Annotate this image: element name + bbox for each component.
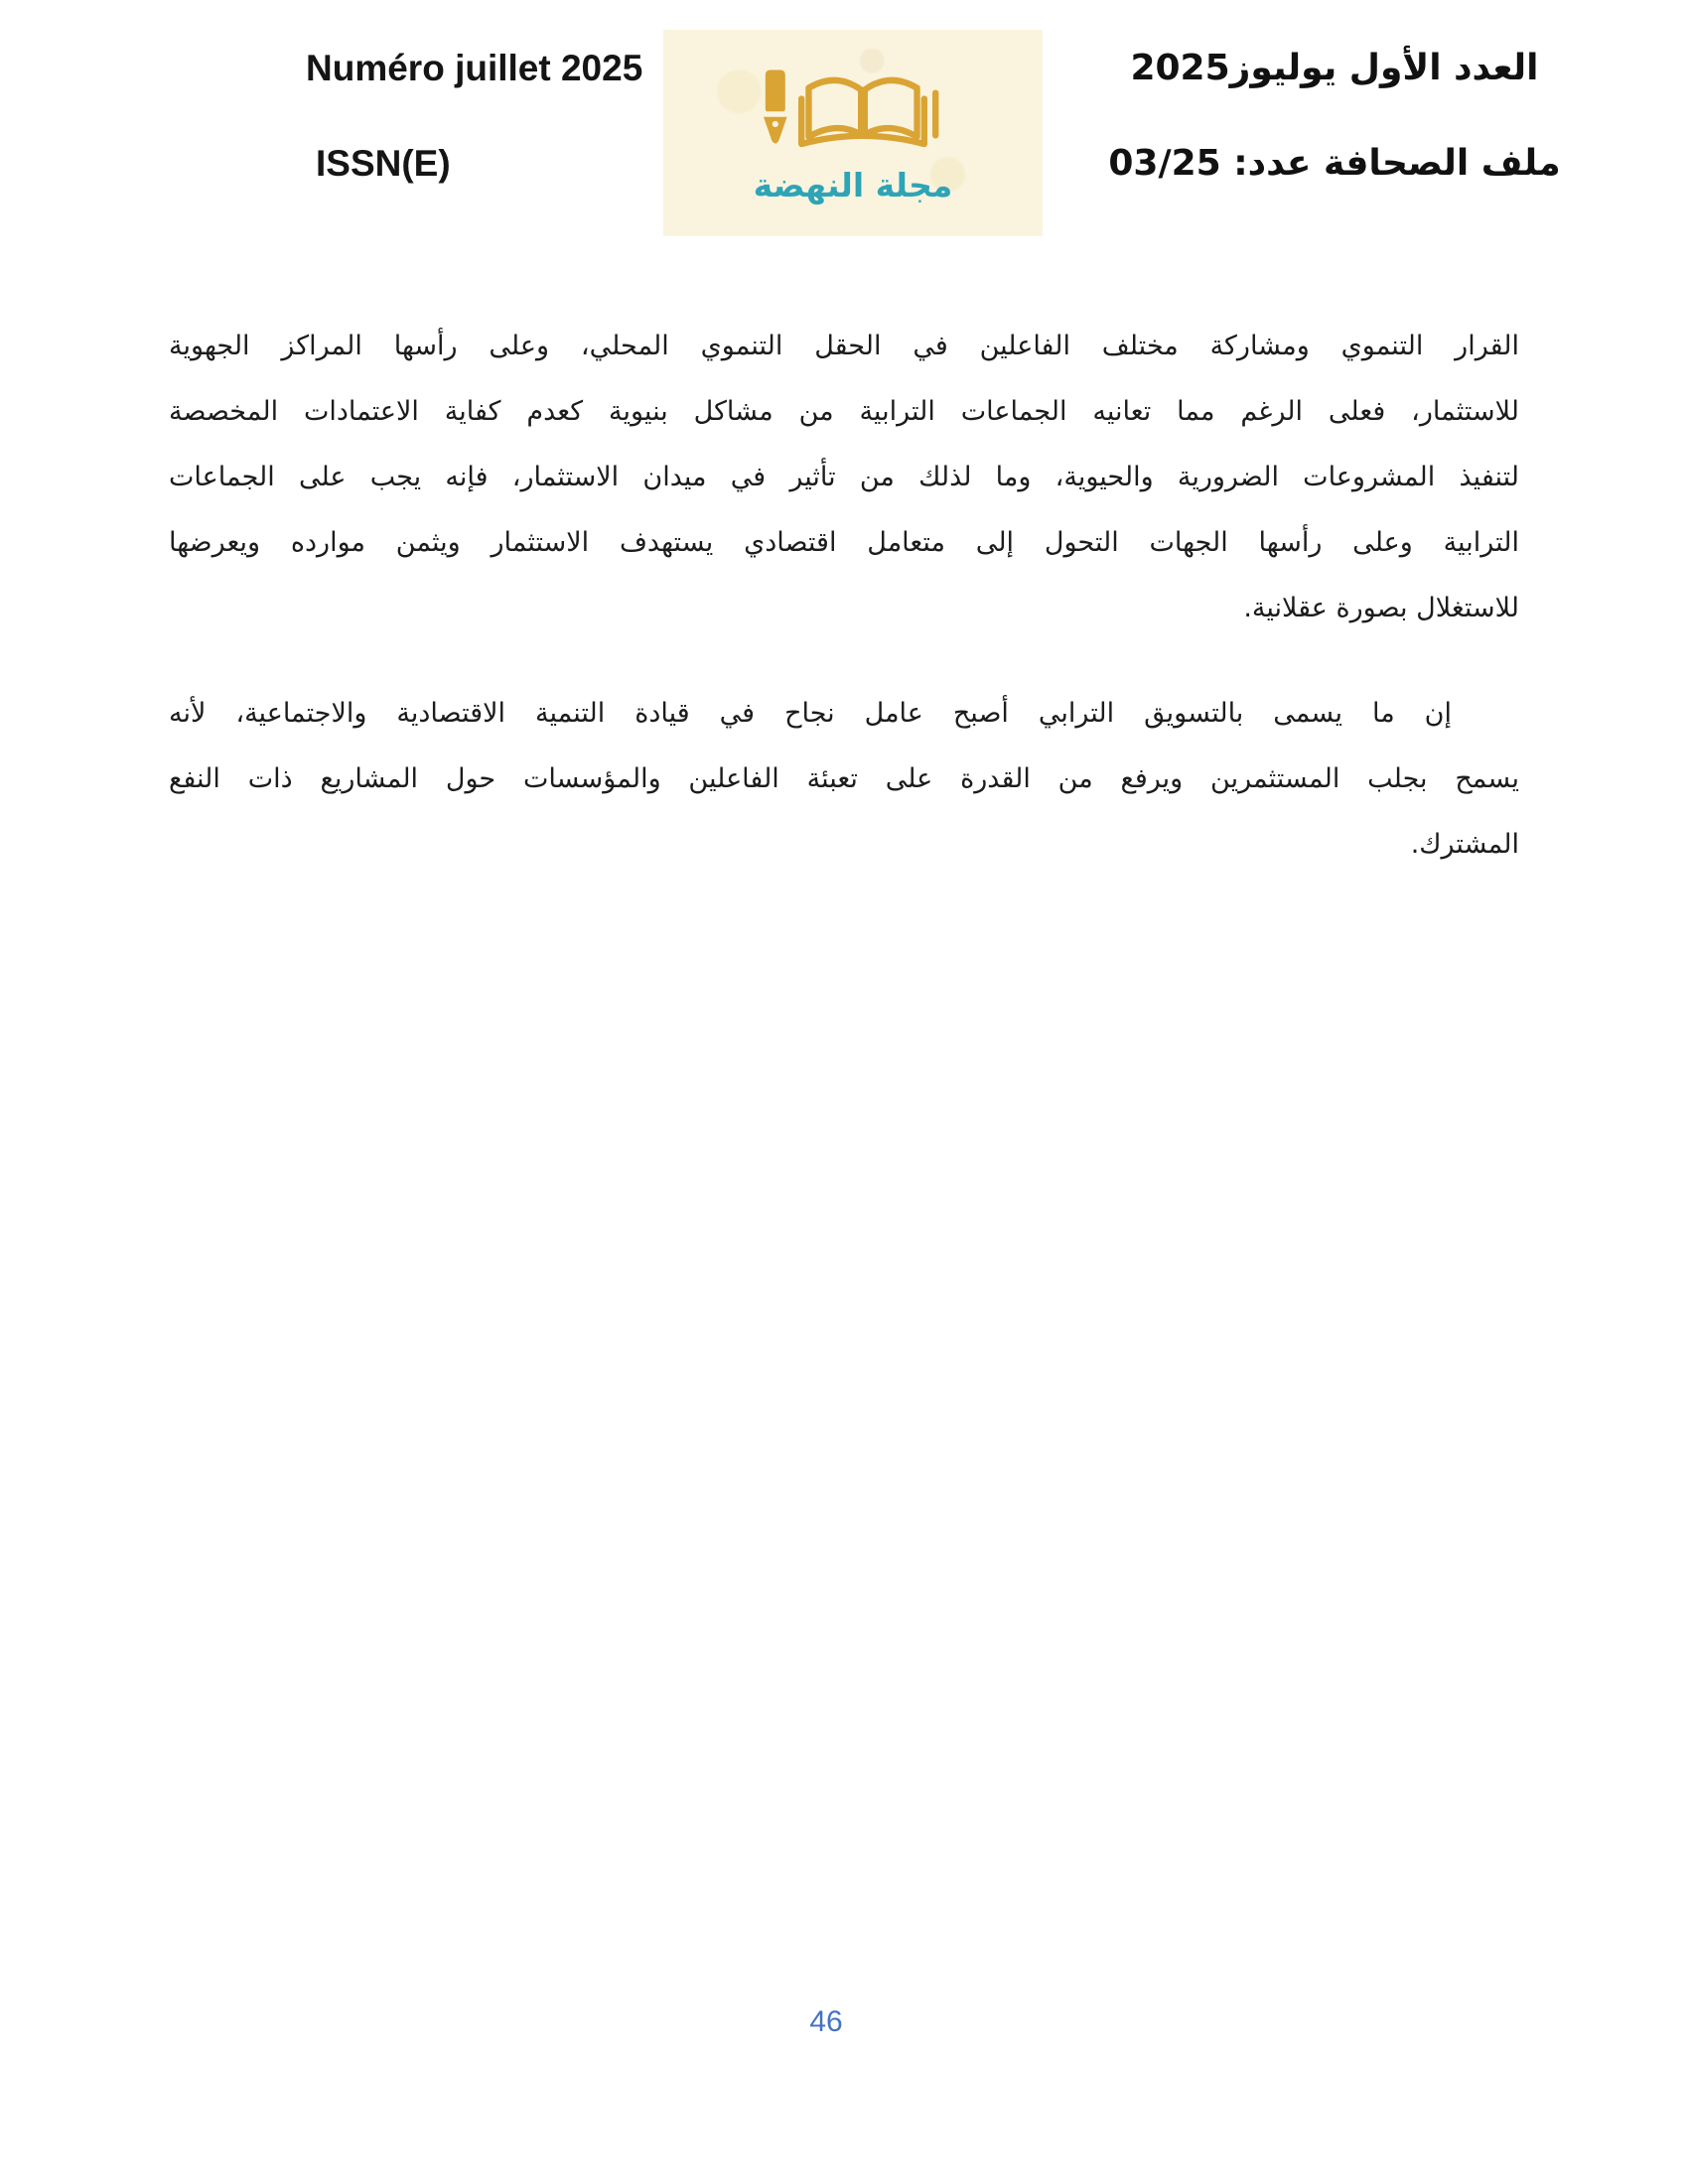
paragraph-2-line-1: إن ما يسمى بالتسويق الترابي أصبح عامل نجاح في قيادة التنمية الاقتصادية والاجتماعية، لأنه [169,698,1452,729]
journal-logo [663,30,1043,236]
open-book-icon [801,79,924,143]
paragraph-1-line-4: الترابية وعلى رأسها الجهات التحول إلى متعامل اقتصادي يستهدف الاستثمار ويثمن موارده ويعرضها [169,527,1519,558]
paragraph-2-line-2: يسمح بجلب المستثمرين ويرفع من القدرة على تعبئة الفاعلين والمؤسسات حول المشاريع ذات النفع [169,763,1519,794]
paragraph-1 [169,314,1519,641]
paragraph-2-line-3: المشترك. [1410,829,1519,860]
book-edge-bar [932,89,938,138]
header-press-file-label: ملف الصحافة عدد: 03/25 [1108,143,1561,184]
article-body [169,314,1519,878]
pen-icon [764,69,787,143]
header-issue-label-fr: Numéro juillet 2025 [306,48,643,88]
header-issue-label-ar: العدد الأول يوليوز2025 [1130,48,1539,88]
header-issn-label: ISSN(E) [316,143,451,184]
paragraph-2 [169,681,1519,878]
page-number: 46 [809,2005,843,2038]
paragraph-1-line-2: للاستثمار، فعلى الرغم مما تعانيه الجماعات الترابية من مشاكل بنيوية كعدم كفاية الاعتمادات المخصصة [169,396,1519,427]
paragraph-1-line-3: لتنفيذ المشروعات الضرورية والحيوية، وما لذلك من تأثير في ميدان الاستثمار، فإنه يجب على الجماعات [169,462,1519,492]
paragraph-1-line-1: القرار التنموي ومشاركة مختلف الفاعلين في الحقل التنموي المحلي، وعلى رأسها المراكز الجهوية [169,331,1519,361]
logo-graphic [739,65,967,164]
paragraph-1-line-5: للاستغلال بصورة عقلانية. [1243,593,1519,623]
journal-name: مجلة النهضة [753,165,953,205]
